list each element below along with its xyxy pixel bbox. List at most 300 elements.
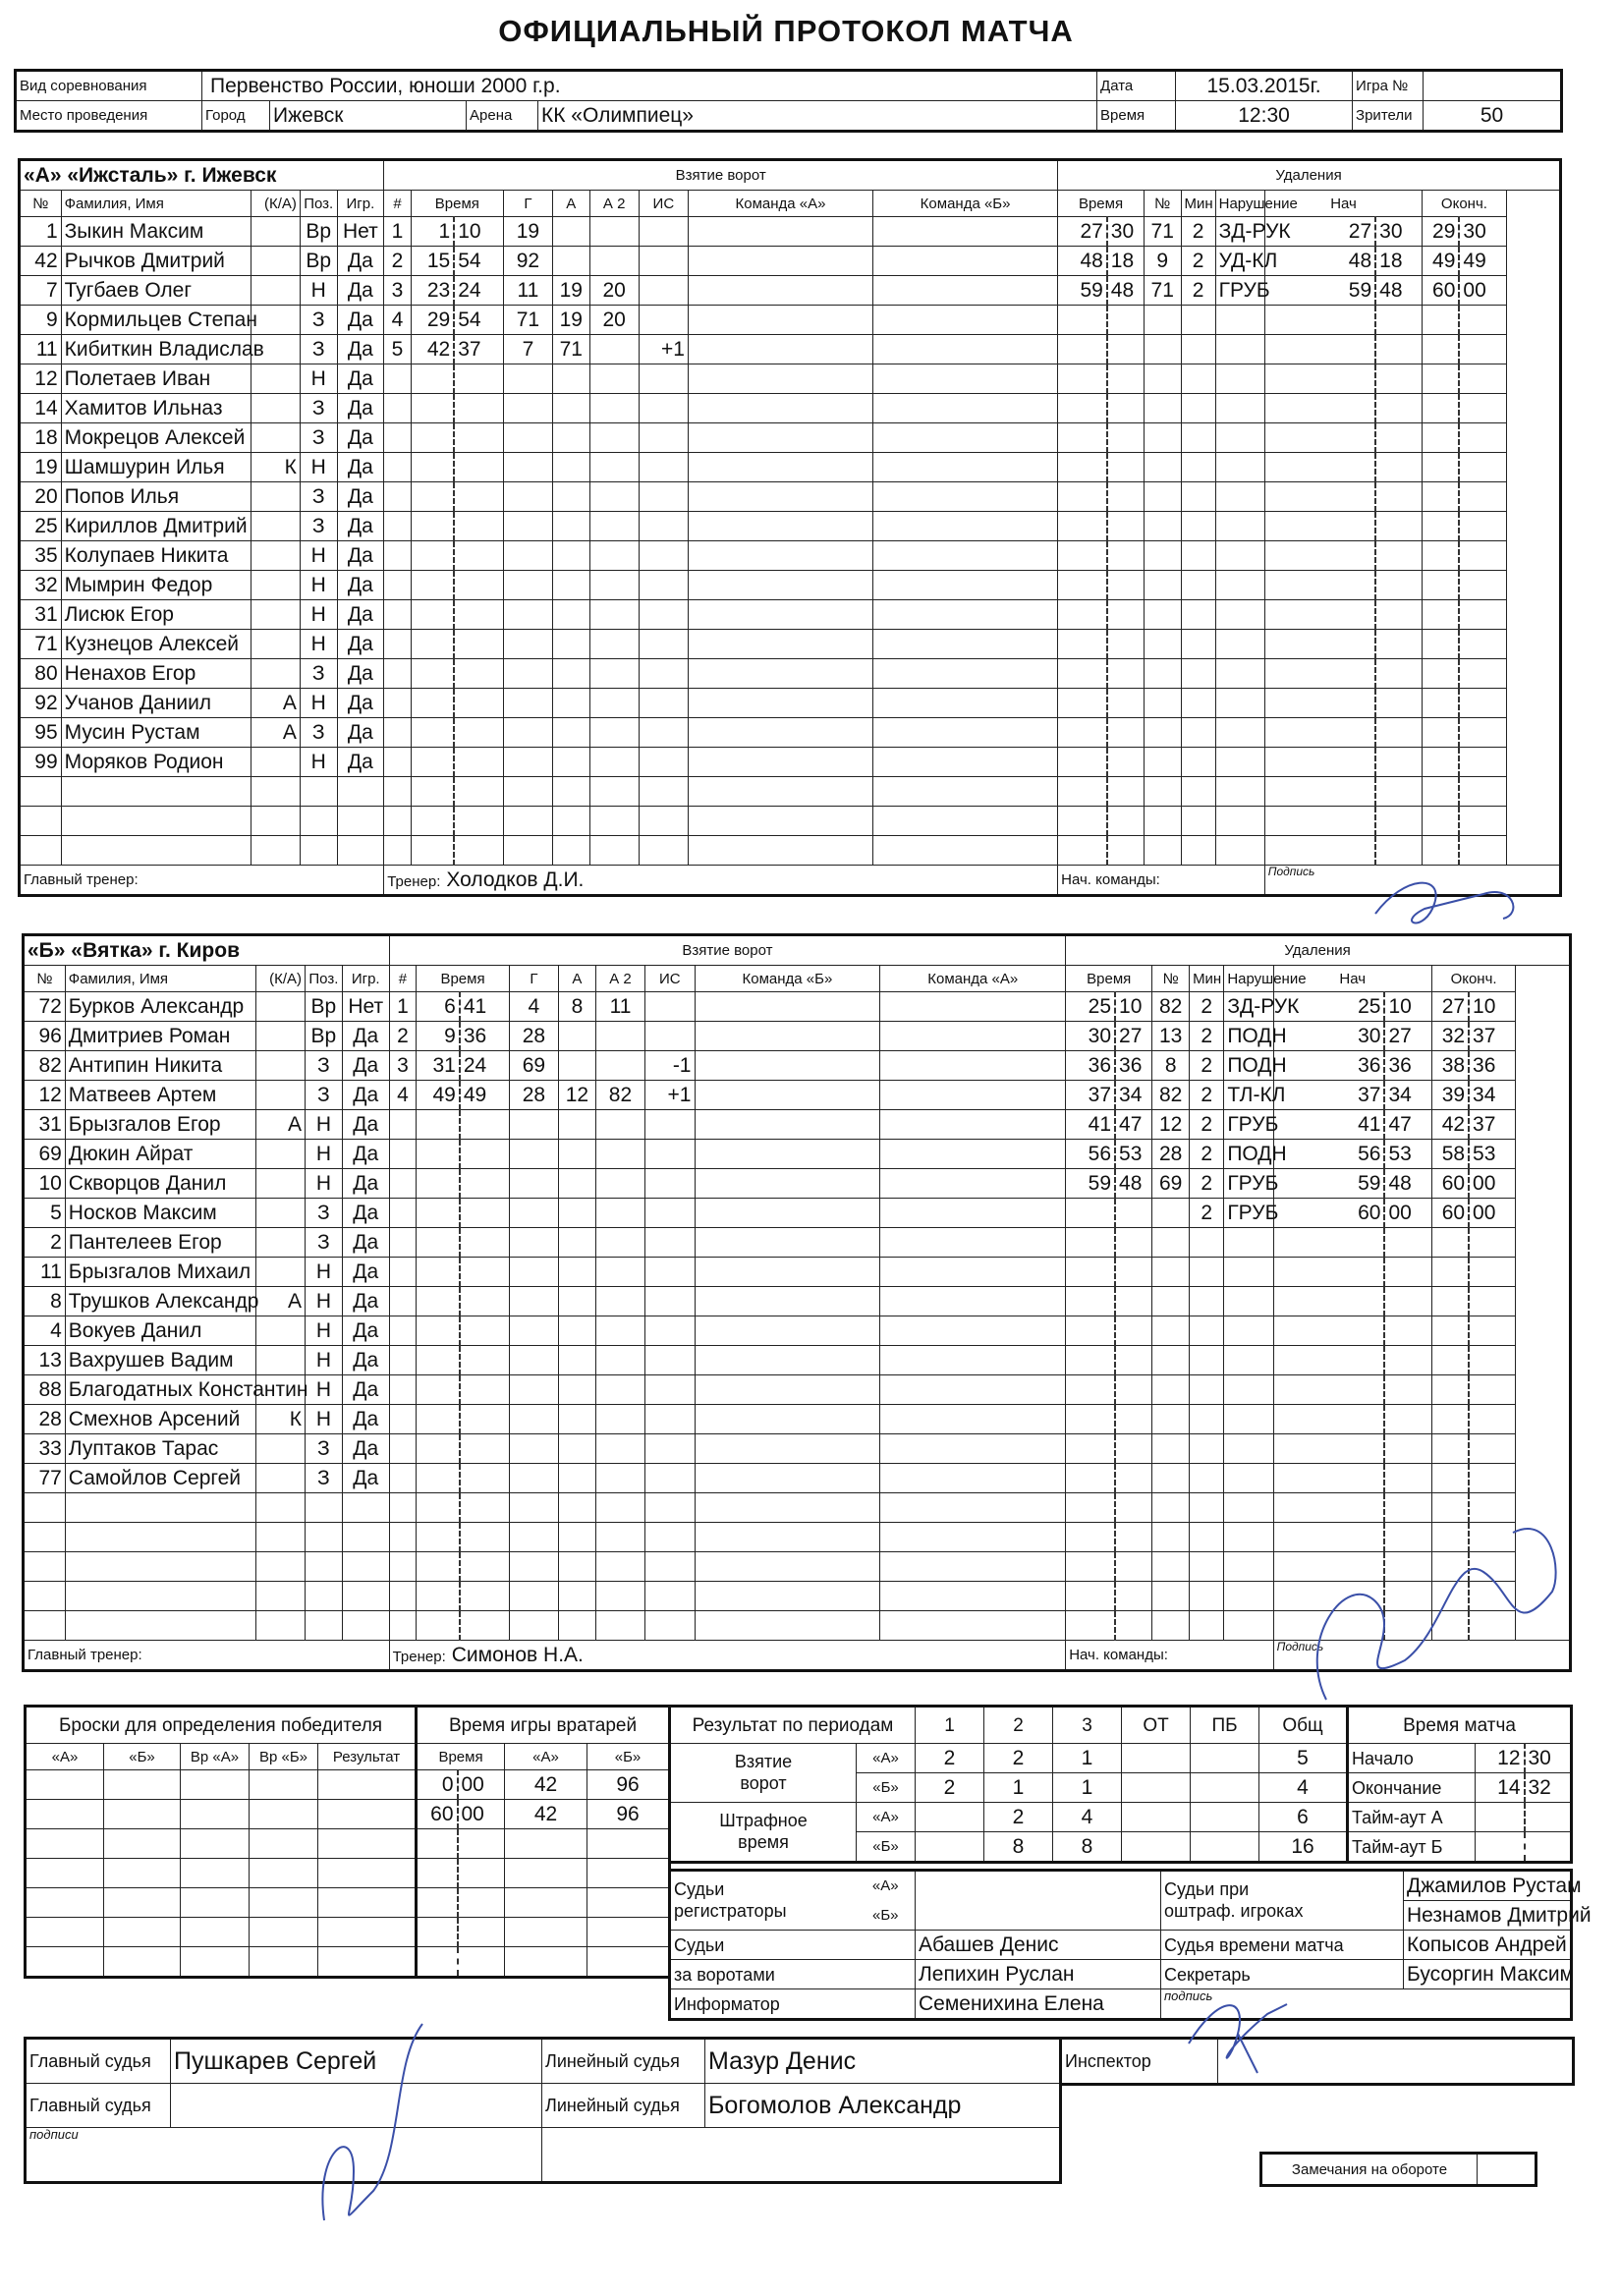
penalty-start-min	[1264, 689, 1375, 718]
team-a-cell	[695, 1611, 880, 1641]
penalty-start-min	[1273, 1375, 1384, 1405]
player-number: 95	[20, 718, 62, 748]
penalty-second: 18	[1107, 247, 1145, 276]
linesman-label-2: Линейный судья	[542, 2084, 705, 2128]
penalty-minutes	[1181, 836, 1215, 866]
penalty-end-sec	[1459, 571, 1506, 600]
penalty-second	[1115, 1346, 1152, 1375]
coach-row	[20, 866, 1561, 896]
penalty-violation: ТЛ-КЛ	[1224, 1081, 1273, 1110]
goal-minute	[411, 777, 454, 807]
penalty-minute: 37	[1066, 1081, 1115, 1110]
player-name: Благодатных Константин	[65, 1375, 255, 1405]
team-b-cell	[880, 1375, 1066, 1405]
penalty-minutes: 2	[1190, 1051, 1224, 1081]
penalty-violation	[1215, 807, 1264, 836]
penalty-minutes	[1181, 777, 1215, 807]
penalty-start-sec: 48	[1384, 1169, 1431, 1199]
penalty-minutes	[1190, 1464, 1224, 1493]
penalty-second	[1107, 807, 1145, 836]
penalty-start-sec: 10	[1384, 992, 1431, 1022]
goal-index	[384, 630, 412, 659]
goal-minute	[417, 1316, 460, 1346]
team-b-cell	[880, 1169, 1066, 1199]
goal-assist2	[595, 1199, 644, 1228]
penalty-end-min	[1423, 423, 1460, 453]
col-team-a: Команда «А»	[688, 191, 872, 217]
player-played: Да	[337, 541, 384, 571]
penalty-player	[1152, 1464, 1190, 1493]
goal-scorer	[503, 423, 552, 453]
penalty-start-sec: 00	[1384, 1199, 1431, 1228]
goal-strength	[639, 807, 688, 836]
team-a-label: «А»	[857, 1744, 916, 1773]
penalty-end-min	[1423, 512, 1460, 541]
goal-judge-2: Лепихин Руслан	[916, 1960, 1161, 1989]
col-num: №	[20, 191, 62, 217]
goal-assist2	[589, 659, 639, 689]
player-captain-mark	[251, 512, 300, 541]
period-col: 2	[984, 1707, 1053, 1744]
table-row	[20, 748, 1561, 777]
player-position: Н	[306, 1110, 343, 1140]
player-number: 12	[20, 364, 62, 394]
penalty-second	[1107, 836, 1145, 866]
goal-strength	[639, 394, 688, 423]
penalty-minute: 25	[1066, 992, 1115, 1022]
penalty-end-sec	[1469, 1228, 1516, 1258]
penalty-minutes	[1181, 807, 1215, 836]
team-b-cell	[873, 659, 1058, 689]
goal-strength	[639, 718, 688, 748]
goal-assist	[553, 394, 590, 423]
goal-assist2	[589, 217, 639, 247]
coach-b-signature	[1257, 1493, 1572, 1729]
shootout-col-a: «А»	[26, 1744, 104, 1770]
goal-assist	[559, 1493, 596, 1523]
player-played: Да	[337, 364, 384, 394]
col-goal-index: #	[384, 191, 412, 217]
penalty-box-judge-2: Незнамов Дмитрий	[1404, 1901, 1572, 1931]
goal-index	[389, 1199, 417, 1228]
team-b-cell	[873, 364, 1058, 394]
penalty-start-min	[1273, 1346, 1384, 1375]
goal-assist2	[589, 482, 639, 512]
signature-label: Подпись	[1264, 866, 1560, 896]
goal-assist2	[589, 247, 639, 276]
goal-scorer	[503, 630, 552, 659]
table-row	[20, 689, 1561, 718]
goal-minute	[417, 1110, 460, 1140]
goal-minute: 9	[417, 1022, 460, 1051]
goal-second	[460, 1611, 509, 1641]
team-a-cell	[695, 1316, 880, 1346]
player-position: З	[300, 335, 337, 364]
goal-strength	[645, 1169, 695, 1199]
goal-second	[454, 630, 503, 659]
player-played: Да	[342, 1081, 389, 1110]
penalty-minute	[1058, 541, 1107, 571]
coach-label: Тренер:	[387, 873, 441, 890]
penalty-violation	[1215, 600, 1264, 630]
player-position	[306, 1582, 343, 1611]
pen-a-cell	[1122, 1803, 1191, 1832]
goal-strength	[645, 1434, 695, 1464]
team-b-cell	[880, 1523, 1066, 1552]
penalty-player	[1152, 1287, 1190, 1316]
penalty-start-min	[1264, 541, 1375, 571]
team-a-cell	[688, 541, 872, 571]
penalty-end-sec	[1459, 630, 1506, 659]
timeout-b-label: Тайм-аут Б	[1348, 1832, 1476, 1863]
penalty-minute	[1058, 718, 1107, 748]
goal-strength	[645, 1552, 695, 1582]
penalty-second	[1107, 600, 1145, 630]
player-captain-mark	[255, 1346, 305, 1375]
penalty-second: 34	[1115, 1081, 1152, 1110]
goal-index	[389, 1258, 417, 1287]
penalty-minute	[1058, 306, 1107, 335]
penalty-violation	[1215, 659, 1264, 689]
player-captain-mark	[255, 1258, 305, 1287]
penalty-player	[1144, 807, 1181, 836]
player-captain-mark	[251, 364, 300, 394]
player-played: Да	[337, 659, 384, 689]
penalty-start-min	[1264, 600, 1375, 630]
penalty-end-sec	[1459, 689, 1506, 718]
penalty-second	[1107, 777, 1145, 807]
goal-minute	[417, 1523, 460, 1552]
player-number: 5	[24, 1199, 66, 1228]
goal-assist: 8	[559, 992, 596, 1022]
shootout-col-gka: Вр «А»	[181, 1744, 250, 1770]
player-captain-mark	[251, 659, 300, 689]
table-row	[20, 335, 1561, 364]
goal-minute	[411, 541, 454, 571]
goal-index	[389, 1287, 417, 1316]
penalty-second	[1107, 659, 1145, 689]
penalty-player	[1144, 423, 1181, 453]
penalty-time-label: время	[738, 1831, 789, 1852]
end-hour: 14	[1476, 1773, 1525, 1803]
pen-a-cell: 2	[984, 1803, 1053, 1832]
player-position: З	[306, 1081, 343, 1110]
head-coach-label: Главный тренер:	[20, 866, 384, 896]
goal-scorer: 28	[509, 1022, 558, 1051]
team-b-cell	[873, 836, 1058, 866]
col-goal-time: Время	[411, 191, 503, 217]
player-position	[300, 777, 337, 807]
penalty-start-min	[1264, 423, 1375, 453]
penalty-player	[1144, 689, 1181, 718]
coach-name: Симонов Н.А.	[451, 1644, 584, 1666]
goal-assist	[553, 571, 590, 600]
penalty-second	[1107, 541, 1145, 571]
penalty-second	[1107, 630, 1145, 659]
penalty-minutes	[1190, 1523, 1224, 1552]
penalty-minute	[1066, 1523, 1115, 1552]
penalty-start-sec	[1384, 1287, 1431, 1316]
goalie-row-b: 96	[587, 1800, 670, 1829]
penalty-minutes	[1181, 659, 1215, 689]
penalty-second	[1107, 512, 1145, 541]
penalty-start-sec	[1375, 335, 1423, 364]
player-number: 2	[24, 1228, 66, 1258]
goal-assist	[559, 1110, 596, 1140]
penalty-second	[1115, 1582, 1152, 1611]
goals-b-cell	[1122, 1773, 1191, 1803]
table-row	[20, 217, 1561, 247]
goal-strength	[645, 1287, 695, 1316]
penalty-end-min: 32	[1431, 1022, 1469, 1051]
penalty-minute	[1066, 1464, 1115, 1493]
penalty-second	[1107, 689, 1145, 718]
goal-minute	[411, 807, 454, 836]
goal-index	[389, 1493, 417, 1523]
penalty-second	[1107, 571, 1145, 600]
penalty-end-min	[1431, 1316, 1469, 1346]
penalty-end-min: 42	[1431, 1110, 1469, 1140]
team-a-cell	[695, 1434, 880, 1464]
team-b-cell	[873, 306, 1058, 335]
secretary-label: Секретарь	[1161, 1960, 1404, 1989]
team-a-cell	[695, 1228, 880, 1258]
player-name: Хамитов Ильназ	[61, 394, 251, 423]
player-number: 88	[24, 1375, 66, 1405]
player-position: Н	[300, 364, 337, 394]
penalty-second	[1107, 482, 1145, 512]
team-b-cell	[873, 748, 1058, 777]
player-number: 77	[24, 1464, 66, 1493]
goal-second	[460, 1258, 509, 1287]
goal-second	[454, 541, 503, 571]
penalty-end-min: 60	[1423, 276, 1460, 306]
goal-index	[384, 512, 412, 541]
penalty-start-min: 59	[1273, 1169, 1384, 1199]
player-played	[337, 807, 384, 836]
goal-judges-label-2: за воротами	[670, 1960, 916, 1989]
player-name: Брызгалов Егор	[65, 1110, 255, 1140]
penalty-minute	[1058, 630, 1107, 659]
page-title: ОФИЦИАЛЬНЫЙ ПРОТОКОЛ МАТЧА	[498, 14, 1074, 48]
team-b-cell	[880, 1582, 1066, 1611]
goal-strength: -1	[645, 1051, 695, 1081]
penalty-violation	[1215, 718, 1264, 748]
player-captain-mark	[255, 1523, 305, 1552]
goal-second	[454, 836, 503, 866]
penalty-minute	[1058, 600, 1107, 630]
informer-name: Семенихина Елена	[916, 1989, 1161, 2020]
penalty-start-min	[1273, 1258, 1384, 1287]
player-played: Да	[337, 453, 384, 482]
penalty-violation	[1224, 1287, 1273, 1316]
goal-second	[460, 1464, 509, 1493]
team-b-cell	[880, 1405, 1066, 1434]
penalty-minute	[1058, 423, 1107, 453]
player-number: 25	[20, 512, 62, 541]
penalty-end-sec: 10	[1469, 992, 1516, 1022]
goal-second	[460, 1552, 509, 1582]
goal-index	[389, 1169, 417, 1199]
penalty-second	[1115, 1228, 1152, 1258]
player-number: 19	[20, 453, 62, 482]
penalty-minute	[1066, 1199, 1115, 1228]
penalty-end-sec	[1469, 1346, 1516, 1375]
player-position: Н	[300, 276, 337, 306]
goal-strength	[639, 777, 688, 807]
goal-strength	[645, 1611, 695, 1641]
penalty-start-min	[1264, 335, 1375, 364]
goal-scorer	[503, 600, 552, 630]
col-pos: Поз.	[306, 966, 343, 992]
goal-second	[454, 512, 503, 541]
penalty-end-sec	[1459, 718, 1506, 748]
penalty-start-sec	[1384, 1228, 1431, 1258]
goal-scorer	[509, 1375, 558, 1405]
player-position: Вр	[300, 217, 337, 247]
penalty-violation	[1215, 689, 1264, 718]
goal-scorer	[509, 1434, 558, 1464]
player-captain-mark	[255, 1434, 305, 1464]
player-position: З	[300, 423, 337, 453]
informer-label: Информатор	[670, 1989, 916, 2020]
penalty-minute	[1058, 836, 1107, 866]
penalty-minutes	[1181, 335, 1215, 364]
player-name: Кириллов Дмитрий	[61, 512, 251, 541]
goal-minute	[411, 364, 454, 394]
penalty-end-sec	[1469, 1287, 1516, 1316]
penalty-end-sec: 30	[1459, 217, 1506, 247]
goal-scorer	[503, 777, 552, 807]
penalty-minutes	[1181, 364, 1215, 394]
goal-strength	[645, 1258, 695, 1287]
penalty-start-min	[1264, 571, 1375, 600]
player-number: 96	[24, 1022, 66, 1051]
penalty-box-label: оштраф. игроках	[1164, 1900, 1304, 1921]
player-position: Н	[300, 541, 337, 571]
goals-section-label: Взятие ворот	[389, 935, 1066, 966]
goal-assist2	[589, 335, 639, 364]
penalty-start-min	[1273, 1405, 1384, 1434]
penalty-player	[1144, 453, 1181, 482]
goal-second: 24	[454, 276, 503, 306]
goal-assist2	[595, 1405, 644, 1434]
player-captain-mark	[255, 1051, 305, 1081]
goal-assist	[559, 1051, 596, 1081]
penalty-minute: 30	[1066, 1022, 1115, 1051]
player-number: 18	[20, 423, 62, 453]
table-row	[20, 394, 1561, 423]
player-name: Вокуев Данил	[65, 1316, 255, 1346]
player-captain-mark	[251, 217, 300, 247]
player-name: Рычков Дмитрий	[61, 247, 251, 276]
player-name: Попов Илья	[61, 482, 251, 512]
player-played: Да	[342, 1051, 389, 1081]
start-hour: 12	[1476, 1744, 1525, 1773]
penalty-end-min: 29	[1423, 217, 1460, 247]
penalty-start-sec	[1375, 718, 1423, 748]
goals-b-total: 4	[1259, 1773, 1348, 1803]
player-captain-mark	[255, 1169, 305, 1199]
player-name	[65, 1493, 255, 1523]
goal-scorer: 7	[503, 335, 552, 364]
goal-minute	[417, 1287, 460, 1316]
player-name: Дмитриев Роман	[65, 1022, 255, 1051]
penalty-start-sec	[1375, 482, 1423, 512]
goal-assist	[559, 1405, 596, 1434]
player-position: Н	[306, 1375, 343, 1405]
team-title: «Б» «Вятка» г. Киров	[24, 935, 390, 966]
player-number: 10	[24, 1169, 66, 1199]
player-number: 28	[24, 1405, 66, 1434]
goal-index	[389, 1552, 417, 1582]
penalty-second	[1107, 306, 1145, 335]
penalty-end-sec	[1469, 1464, 1516, 1493]
goal-index: 5	[384, 335, 412, 364]
penalty-player: 82	[1152, 1081, 1190, 1110]
goal-assist	[559, 1169, 596, 1199]
player-played: Нет	[337, 217, 384, 247]
player-number: 11	[20, 335, 62, 364]
goal-scorer	[509, 1258, 558, 1287]
goal-minute	[417, 1582, 460, 1611]
penalty-minute	[1058, 364, 1107, 394]
penalty-start-sec	[1384, 1405, 1431, 1434]
penalty-start-sec	[1375, 453, 1423, 482]
goal-scorer	[509, 1199, 558, 1228]
col-pen-violation: Нарушение	[1224, 966, 1273, 992]
team-a-cell	[688, 512, 872, 541]
penalty-violation	[1215, 364, 1264, 394]
table-row	[24, 1051, 1571, 1081]
player-name: Моряков Родион	[61, 748, 251, 777]
penalty-box-judge-1: Джамилов Рустам	[1404, 1871, 1572, 1901]
player-played: Да	[342, 1346, 389, 1375]
goal-assist	[559, 1523, 596, 1552]
penalty-violation	[1224, 1464, 1273, 1493]
penalty-minute: 36	[1066, 1051, 1115, 1081]
penalty-start-sec	[1375, 748, 1423, 777]
goal-assist2	[589, 630, 639, 659]
competition-value: Первенство России, юноши 2000 г.р.	[202, 71, 1097, 101]
goal-assist2	[595, 1523, 644, 1552]
player-played	[342, 1611, 389, 1641]
penalty-end-sec	[1459, 482, 1506, 512]
goal-assist	[553, 836, 590, 866]
goal-index	[384, 600, 412, 630]
goal-index	[384, 718, 412, 748]
goal-assist	[553, 541, 590, 571]
player-name: Вахрушев Вадим	[65, 1346, 255, 1375]
player-number: 1	[20, 217, 62, 247]
goal-strength	[645, 1405, 695, 1434]
goal-second	[460, 1228, 509, 1258]
penalty-minutes	[1190, 1316, 1224, 1346]
goal-index: 3	[384, 276, 412, 306]
player-captain-mark	[255, 1611, 305, 1641]
penalty-start-min: 30	[1273, 1022, 1384, 1051]
penalty-minutes	[1190, 1346, 1224, 1375]
player-position: З	[306, 1228, 343, 1258]
penalty-end-min	[1431, 1258, 1469, 1287]
penalty-player	[1152, 1552, 1190, 1582]
goal-scorer	[509, 1140, 558, 1169]
team-a-cell	[688, 600, 872, 630]
city-value: Ижевск	[270, 101, 467, 132]
player-captain-mark: К	[255, 1405, 305, 1434]
goal-assist	[559, 1346, 596, 1375]
penalty-minutes: 2	[1190, 1022, 1224, 1051]
